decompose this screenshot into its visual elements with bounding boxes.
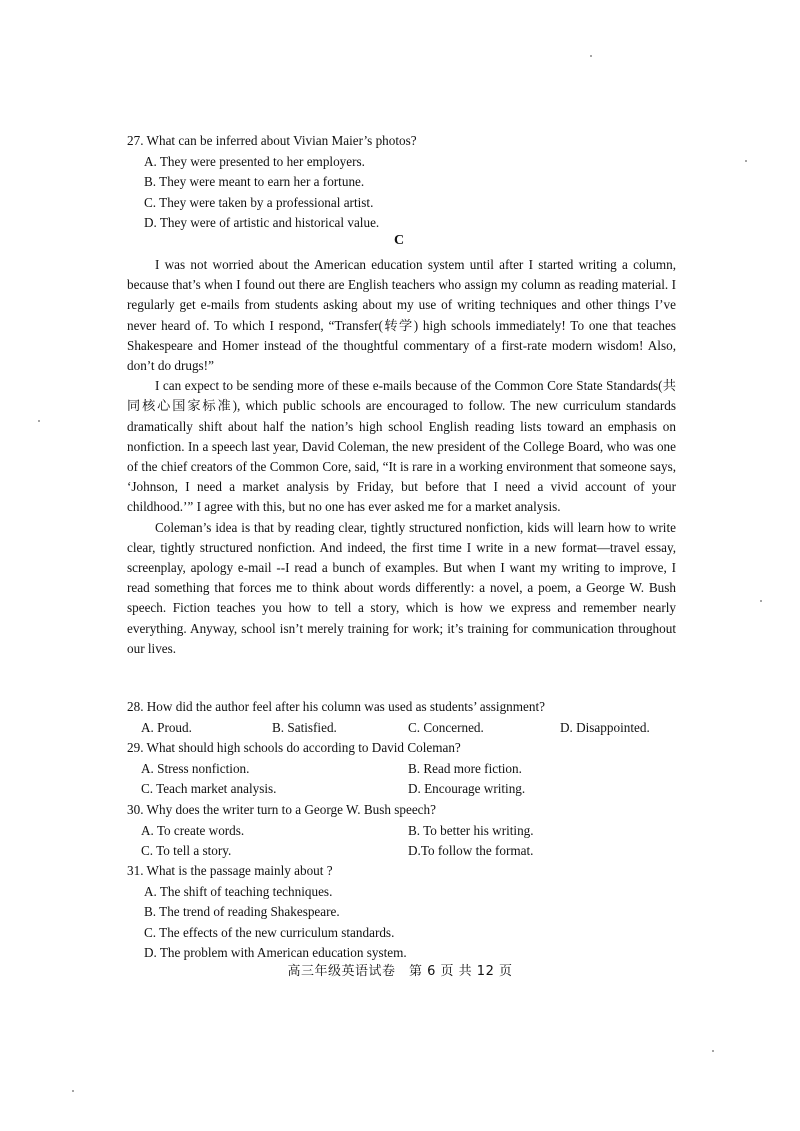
option-c: C. Teach market analysis. <box>141 781 277 796</box>
option-b: B. The trend of reading Shakespeare. <box>144 904 340 919</box>
option-row <box>127 759 687 780</box>
option-row <box>127 779 687 800</box>
option-a: A. They were presented to her employers. <box>144 153 365 169</box>
option-d: D. They were of artistic and historical value. <box>144 215 380 230</box>
option-d: D. Encourage writing. <box>408 781 526 796</box>
option-c: C. They were taken by a professional artist. <box>144 194 374 210</box>
option-row <box>127 821 687 842</box>
option-a: A. The shift of teaching techniques. <box>144 883 333 899</box>
question-29 <box>127 738 687 800</box>
scan-speck <box>38 420 40 422</box>
option-b: B. They were meant to earn her a fortune. <box>144 174 365 189</box>
option-c: C. To tell a story. <box>141 843 232 858</box>
reading-passage <box>127 255 676 659</box>
scan-speck <box>760 600 762 602</box>
question-stem: 29. What should high schools do according to David Coleman? <box>127 740 461 755</box>
question-28 <box>127 697 727 738</box>
option-a: A. Proud. <box>141 719 192 735</box>
question-stem: 31. What is the passage mainly about ? <box>127 863 333 878</box>
option-d: D. Disappointed. <box>560 719 650 735</box>
page-footer: 高三年级英语试卷 第 6 页 共 12 页 <box>287 964 513 979</box>
option-c: C. The effects of the new curriculum standards. <box>144 924 395 940</box>
question-30 <box>127 800 687 862</box>
option-row <box>127 841 687 862</box>
option-b: B. Satisfied. <box>272 719 337 735</box>
question-stem: 27. What can be inferred about Vivian Maier’s photos? <box>127 133 417 148</box>
question-27 <box>127 131 687 234</box>
option-d: D. The problem with American education system. <box>144 945 407 960</box>
option-row <box>127 718 727 739</box>
scan-speck <box>590 55 592 57</box>
scan-speck <box>712 1050 714 1052</box>
passage-paragraph: I was not worried about the American education system until after I started writing a column, because that’s when I found out there are English teachers who assign my column as reading material. I regularly get e-mails from students asking about my use of writing techniques and other things I’ve never heard of. To which I respond, “Transfer(转学) high schools immediately! To one that teaches Shakespeare and Homer instead of the thoughtful commentary of a first-rate modern wisdom! Also, don’t do drugs!” <box>127 257 676 374</box>
option-a: A. To create words. <box>141 822 245 838</box>
section-letter: C <box>394 233 405 248</box>
option-b: B. To better his writing. <box>408 822 534 838</box>
option-c: C. Concerned. <box>408 719 484 735</box>
question-stem: 30. Why does the writer turn to a George W. Bush speech? <box>127 802 436 817</box>
question-31 <box>127 861 687 964</box>
passage-paragraph: Coleman’s idea is that by reading clear, tightly structured nonfiction, kids will learn how to write clear, tightly structured nonfiction. And indeed, the first time I write in a new format—travel essay, screenplay, apology e-mail --I read a bunch of examples. But when I want my writing to improve, I read something that forces me to think about words differently: a novel, a poem, a George W. Bush speech. Fiction teaches you how to tell a story, which is how we express and remember nearly everything. Anyway, school isn’t merely training for work; it’s training for communication throughout our lives. <box>127 519 676 656</box>
option-b: B. Read more fiction. <box>408 760 522 776</box>
option-a: A. Stress nonfiction. <box>141 760 250 776</box>
question-stem: 28. How did the author feel after his column was used as students’ assignment? <box>127 699 545 714</box>
scan-speck <box>72 1090 74 1092</box>
scan-speck <box>745 160 747 162</box>
passage-paragraph: I can expect to be sending more of these e-mails because of the Common Core State Standards(共同核心国家标准), which public schools are encouraged to follow. The new curriculum standards dramatically shift about half the nation’s high school English reading lists toward an emphasis on nonfiction. In a speech last year, David Coleman, the new president of the College Board, who was one of the chief creators of the Common Core, said, “It is rare in a working environment that someone says, ‘Johnson, I need a market analysis by Friday, but before that I need a vivid account of your childhood.’” I agree with this, but no one has ever asked me for a market analysis. <box>127 378 676 515</box>
option-d: D.To follow the format. <box>408 843 534 858</box>
